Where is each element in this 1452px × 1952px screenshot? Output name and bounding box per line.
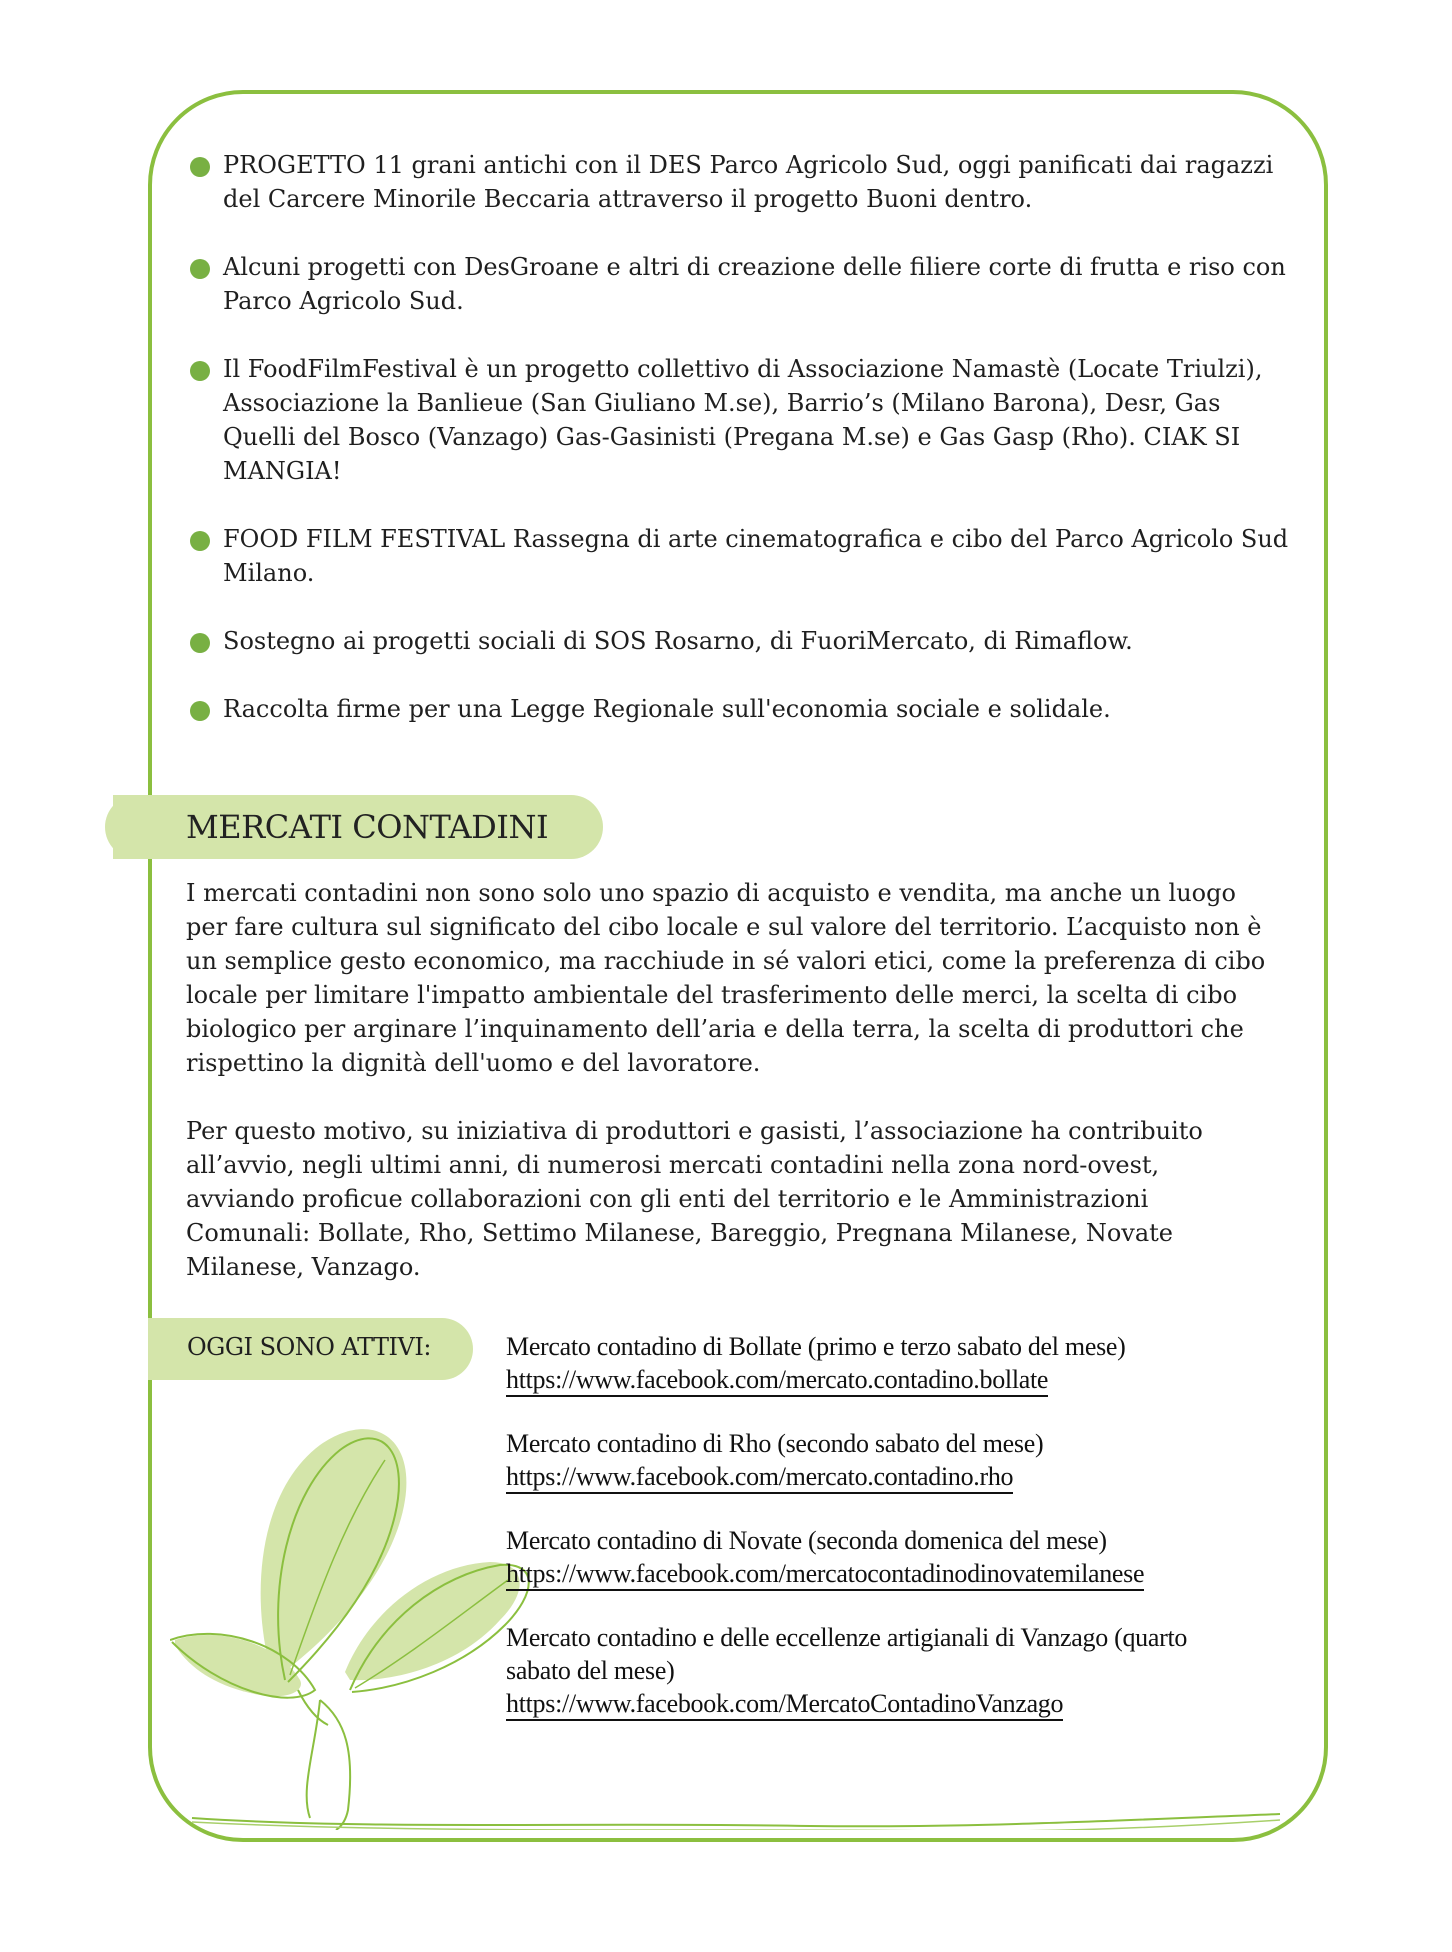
list-item: [190, 692, 1290, 726]
market-list: [506, 1330, 1296, 1751]
market-link[interactable]: https://www.facebook.com/mercato.contadino.rho: [506, 1462, 1013, 1494]
bullet-dot-icon: [190, 701, 210, 721]
market-item: [506, 1427, 1296, 1494]
list-item-text: Sostegno ai progetti sociali di SOS Rosarno, di FuoriMercato, di Rimaflow.: [223, 627, 1133, 655]
market-name: Mercato contadino di Rho (secondo sabato del mese): [506, 1429, 1044, 1458]
list-item: [190, 250, 1290, 318]
market-link[interactable]: https://www.facebook.com/mercatocontadinodinovatemilanese: [506, 1559, 1144, 1591]
active-markets-label-text: OGGI SONO ATTIVI:: [187, 1333, 431, 1361]
bullet-dot-icon: [190, 157, 210, 177]
list-item-text: Il FoodFilmFestival è un progetto collettivo di Associazione Namastè (Locate Triulzi), Associazione la Banlieue (San Giuliano M.se), Barrio’s (Milano Barona), Desr, Gas Quelli del Bosco (Vanzago) Gas-Gasinisti (Pregana M.se) e Gas Gasp (Rho). CIAK SI MANGIA!: [223, 355, 1263, 485]
list-item-text: PROGETTO 11 grani antichi con il DES Parco Agricolo Sud, oggi panificati dai ragazzi del Carcere Minorile Beccaria attraverso il progetto Buoni dentro.: [223, 151, 1274, 213]
market-item: [506, 1621, 1296, 1721]
list-item: [190, 148, 1290, 216]
market-item: [506, 1330, 1296, 1397]
bullet-dot-icon: [190, 633, 210, 653]
bullet-dot-icon: [190, 531, 210, 551]
market-link[interactable]: https://www.facebook.com/MercatoContadinoVanzago: [506, 1689, 1063, 1721]
list-item-text: Raccolta firme per una Legge Regionale sull'economia sociale e solidale.: [223, 695, 1111, 723]
list-item: [190, 624, 1290, 658]
list-item-text: Alcuni progetti con DesGroane e altri di creazione delle filiere corte di frutta e riso con Parco Agricolo Sud.: [223, 253, 1286, 315]
market-name: Mercato contadino e delle eccellenze artigianali di Vanzago (quarto sabato del mese): [506, 1623, 1188, 1685]
history-paragraph: Per questo motivo, su iniziativa di produttori e gasisti, l’associazione ha contribuito all’avvio, negli ultimi anni, di numerosi mercati contadini nella zona nord-ovest, avviando proficue collaborazioni con gli enti del territorio e le Amministrazioni Comunali: Bollate, Rho, Settimo Milanese, Bareggio, Pregnana Milanese, Novate Milanese, Vanzago.: [186, 1117, 1203, 1281]
list-item-text: FOOD FILM FESTIVAL Rassegna di arte cinematografica e cibo del Parco Agricolo Sud Milano.: [223, 525, 1289, 587]
market-item: [506, 1524, 1296, 1591]
list-item: [190, 352, 1290, 488]
active-markets-label: [148, 1318, 473, 1380]
market-link[interactable]: https://www.facebook.com/mercato.contadino.bollate: [506, 1365, 1048, 1397]
market-name: Mercato contadino di Novate (seconda domenica del mese): [506, 1526, 1107, 1555]
section-title: MERCATI CONTADINI: [186, 808, 549, 846]
bullet-dot-icon: [190, 361, 210, 381]
intro-paragraph: I mercati contadini non sono solo uno spazio di acquisto e vendita, ma anche un luogo per fare cultura sul significato del cibo locale e sul valore del territorio. L’acquisto non è un semplice gesto economico, ma racchiude in sé valori etici, come la preferenza di cibo locale per limitare l'impatto ambientale del trasferimento delle merci, la scelta di cibo biologico per arginare l’inquinamento dell’aria e della terra, la scelta di produttori che rispettino la dignità dell'uomo e del lavoratore.: [186, 879, 1266, 1077]
list-item: [190, 522, 1290, 590]
project-list: [190, 148, 1290, 760]
market-name: Mercato contadino di Bollate (primo e terzo sabato del mese): [506, 1332, 1126, 1361]
bullet-dot-icon: [190, 259, 210, 279]
section-banner: [113, 795, 603, 859]
